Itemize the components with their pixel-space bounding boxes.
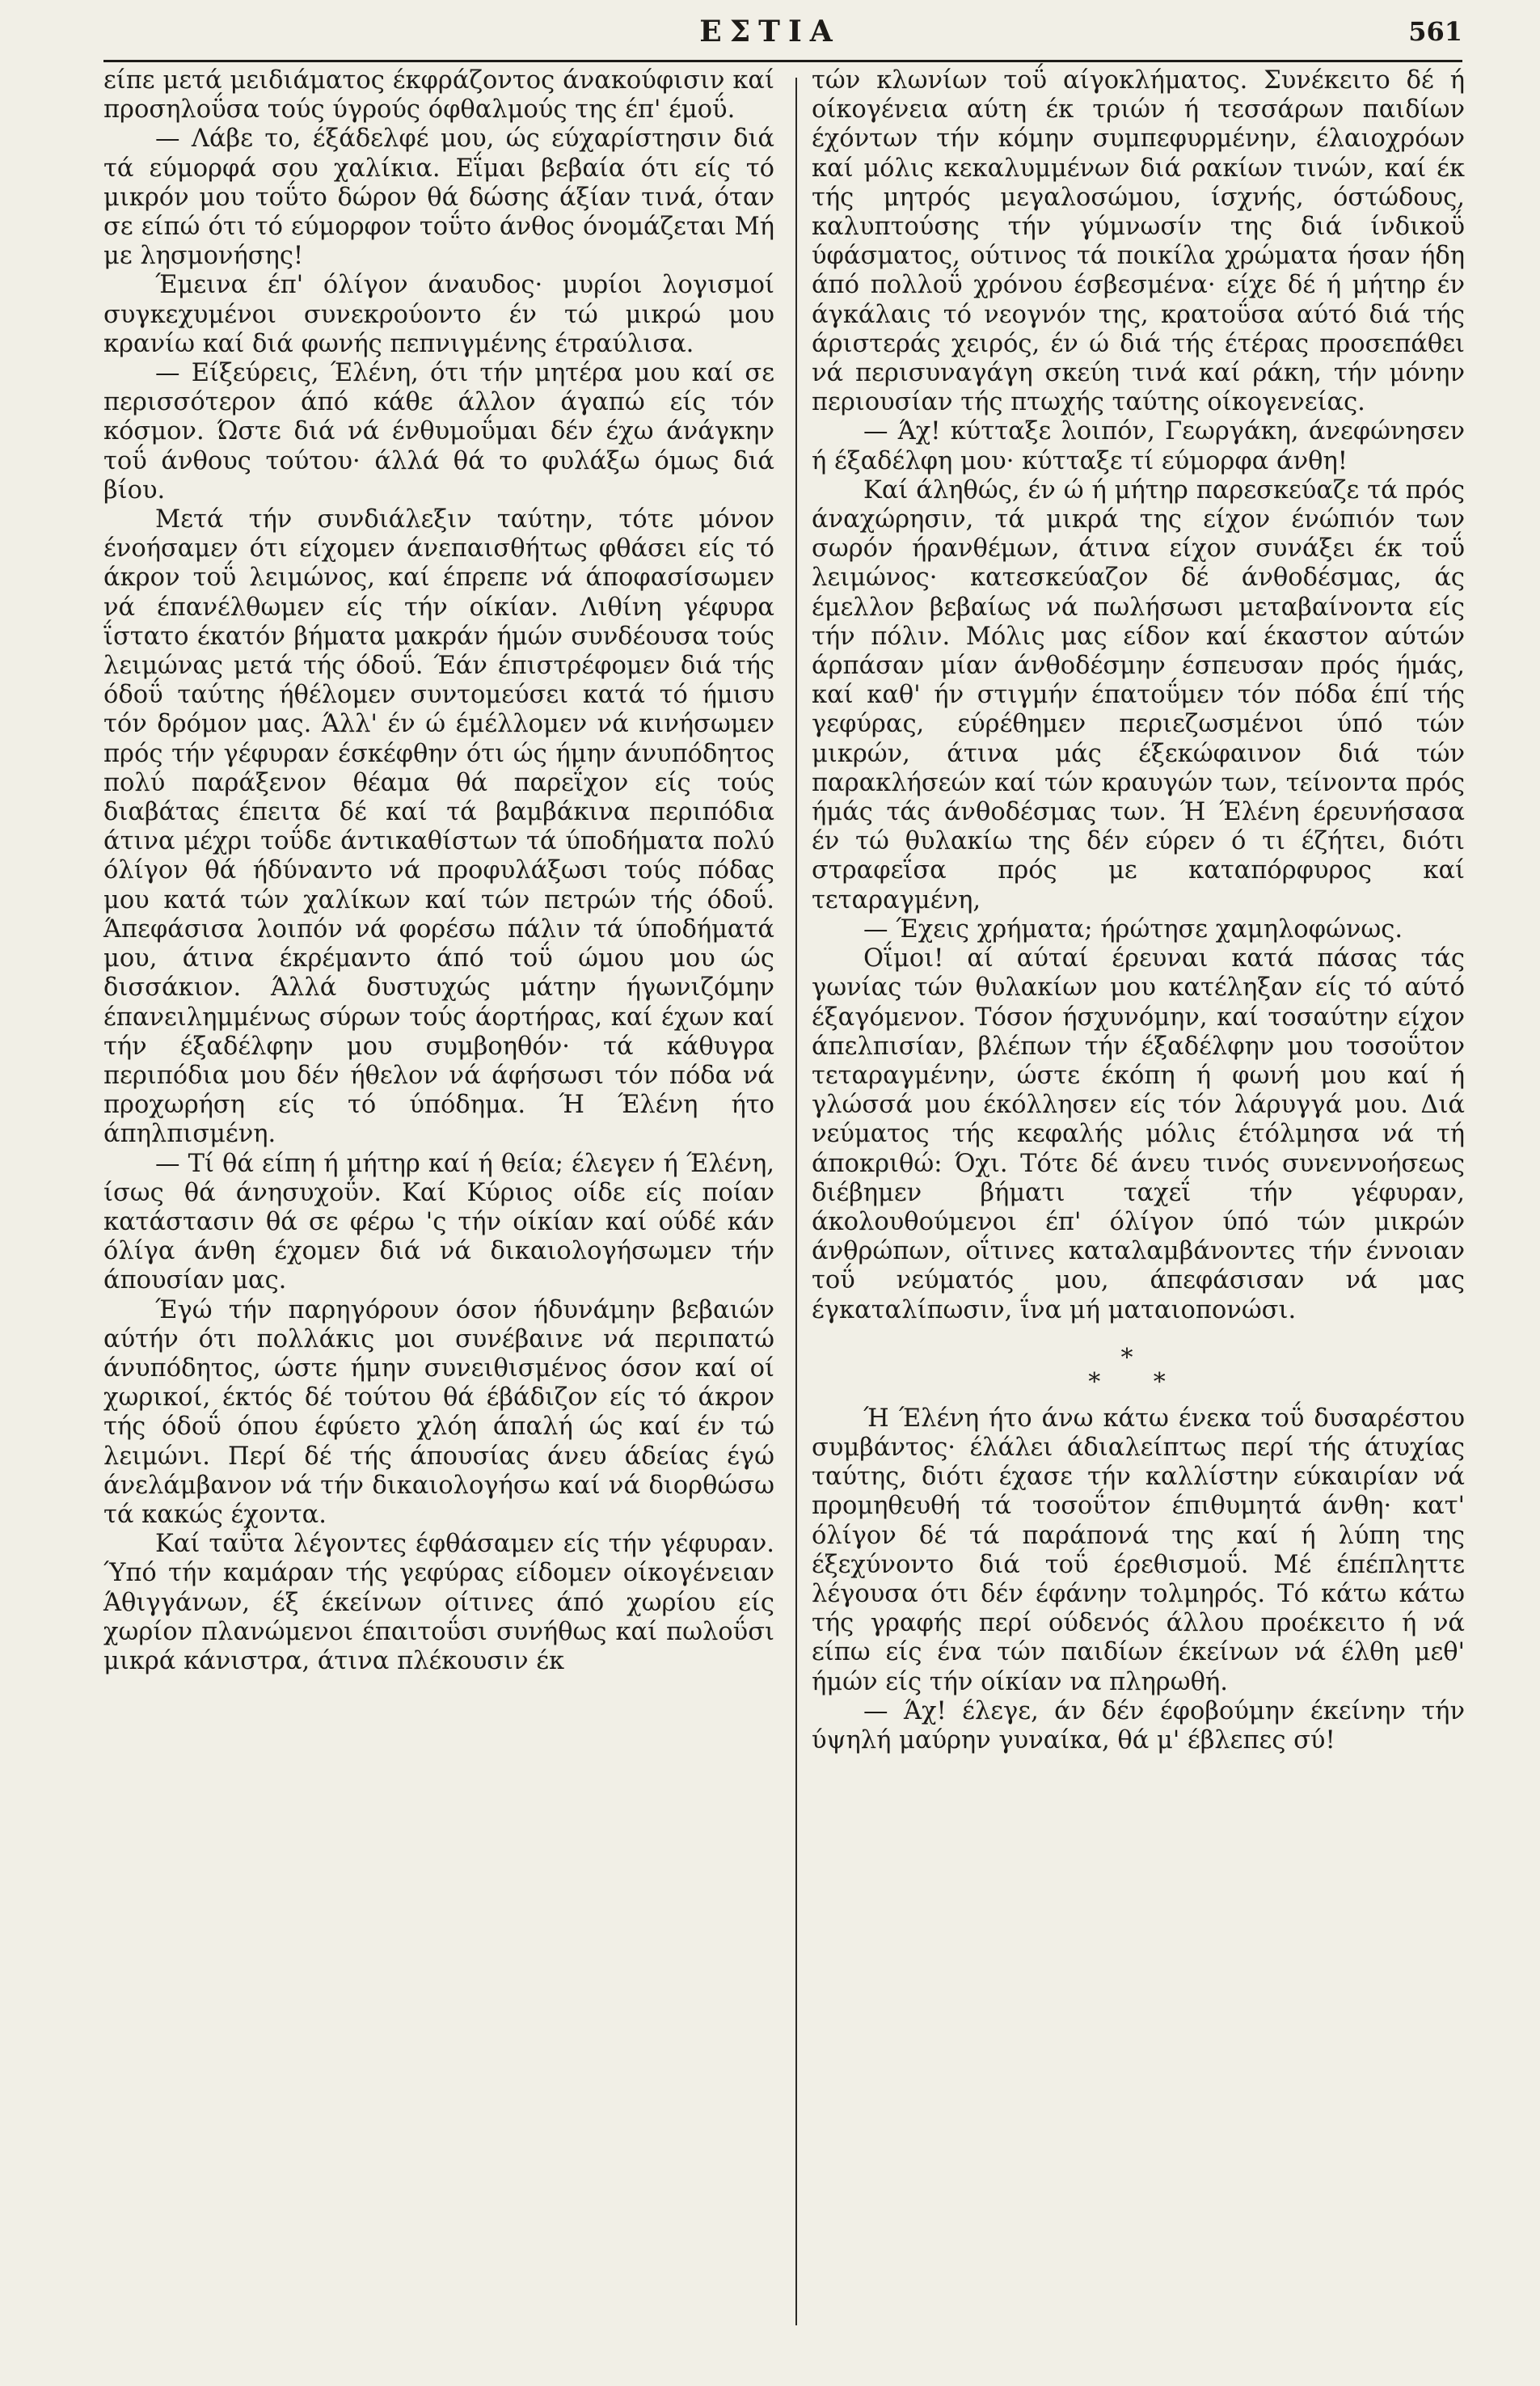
- paragraph: Καί άληθώς, έν ώ ή μήτηρ παρεσκεύαζε τά πρός άναχώρησιν, τά μικρά της είχον ένώπιόν των σωρόν ήρανθέμων, άτινα είχον συνάξει έκ τοΰ λειμώνος· κατεσκεύαζον δέ άνθοδέσμας, άς έμελλον βεβαίως νά πωλήσωσι μεταβαίνοντα είς τήν πόλιν. Μόλις μας είδον καί έκαστον αύτών άρπάσαν μίαν άνθοδέσμην έσπευσαν πρός ήμάς, καί καθ' ήν στιγμήν έπατοΰμεν τόν πόδα έπί τής γεφύρας, εύρέθημεν περιεζωσμένοι ύπό τών μικρών, άτινα μάς έξεκώφαινον διά τών παρακλήσεών καί τών κραυγών των, τείνοντα πρός ήμάς τάς άνθοδέσμας των. Ή Έλένη έρευνήσασα έν τώ θυλακίω της δέν εύρεν ό τι έζήτει, διότι στραφεΐσα πρός με καταπόρφυρος καί τεταραγμένη,: [812, 475, 1465, 914]
- paragraph: Οΐμοι! αί αύταί έρευναι κατά πάσας τάς γωνίας τών θυλακίων μου κατέληξαν είς τό αύτό έξαγόμενον. Τόσον ήσχυνόμην, καί τοσαύτην είχον άπελπισίαν, βλέπων τήν έξαδέλφην μου τοσοΰτον τεταραγμένην, ώστε έκόπη ή φωνή μου καί ή γλώσσά μου έκόλλησεν είς τόν λάρυγγά μου. Διά νεύματος τής κεφαλής μόλις έτόλμησα νά τή άποκριθώ: Όχι. Τότε δέ άνευ τινός συνεννοήσεως διέβημεν βήματι ταχεΐ τήν γέφυραν, άκολουθούμενοι έπ' όλίγον ύπό τών μικρών άνθρώπων, οΐτινες καταλαμβάνοντες τήν έννοιαν τοΰ νεύματός μου, άπεφάσισαν νά μας έγκαταλίπωσιν, ΐνα μή ματαιοπονώσι.: [812, 944, 1465, 1324]
- paragraph: — Λάβε το, έξάδελφέ μου, ώς εύχαρίστησιν διά τά εύμορφά σου χαλίκια. Εΐμαι βεβαία ότι είς τό μικρόν μου τοΰτο δώρον θά δώσης άξίαν τινά, όταν σε είπώ ότι τό εύμορφον τοΰτο άνθος όνομάζεται Μή με λησμονήσης!: [103, 125, 774, 271]
- paragraph: Έγώ τήν παρηγόρουν όσον ήδυνάμην βεβαιών αύτήν ότι πολλάκις μοι συνέβαινε νά περιπατώ άνυπόδητος, ώστε ήμην συνειθισμένος όσον καί οί χωρικοί, έκτός δέ τούτου θά έβάδιζον είς τό άκρον τής όδοΰ όπου έφύετο χλόη άπαλή ώς καί έν τώ λειμώνι. Περί δέ τής άπουσίας άνευ άδείας έγώ άνελάμβανον νά τήν δικαιολογήσω καί νά διορθώσω τά κακώς έχοντα.: [103, 1295, 774, 1529]
- column-divider: [795, 78, 797, 2325]
- paragraph: Έμεινα έπ' όλίγον άναυδος· μυρίοι λογισμοί συγκεχυμένοι συνεκρούοντο έν τώ μικρώ μου κρανίω καί διά φωνής πεπνιγμένης έτραύλισα.: [103, 271, 774, 358]
- paragraph: — Άχ! έλεγε, άν δέν έφοβούμην έκείνην τήν ύψηλή μαύρην γυναίκα, θά μ' έβλεπες σύ!: [812, 1696, 1465, 1755]
- header-rule: [103, 60, 1462, 62]
- paragraph: — Τί θά είπη ή μήτηρ καί ή θεία; έλεγεν ή Έλένη, ίσως θά άνησυχοΰν. Καί Κύριος οίδε είς ποίαν κατάστασιν θά σε φέρω 'ς τήν οίκίαν καί ούδέ κάν όλίγα άνθη έχομεν διά νά δικαιολογήσωμεν τήν άπουσίαν μας.: [103, 1149, 774, 1295]
- right-column: [812, 66, 1465, 1755]
- asterism-bottom: * *: [1088, 1367, 1188, 1396]
- paragraph: είπε μετά μειδιάματος έκφράζοντος άνακούφισιν καί προσηλοΰσα τούς ύγρούς όφθαλμούς της έπ' έμοΰ.: [103, 66, 774, 125]
- paragraph: — Άχ! κύτταξε λοιπόν, Γεωργάκη, άνεφώνησεν ή έξαδέλφη μου· κύτταξε τί εύμορφα άνθη!: [812, 417, 1465, 475]
- section-asterism: [812, 1343, 1465, 1396]
- running-head: [0, 11, 1540, 57]
- paragraph: — Είξεύρεις, Έλένη, ότι τήν μητέρα μου καί σε περισσότερον άπό κάθε άλλον άγαπώ είς τόν κόσμον. Ώστε διά νά ένθυμοΰμαι δέν έχω άνάγκην τοΰ άνθους τούτου· άλλά θά το φυλάξω όμως διά βίου.: [103, 359, 774, 505]
- paragraph: Καί ταΰτα λέγοντες έφθάσαμεν είς τήν γέφυραν. Ύπό τήν καμάραν τής γεφύρας είδομεν οίκογένειαν Άθιγγάνων, έξ έκείνων οίτινες άπό χωρίου είς χωρίον πλανώμενοι έπαιτοΰσι συνήθως καί πωλοΰσι μικρά κάνιστρα, άτινα πλέκουσιν έκ: [103, 1530, 774, 1675]
- paragraph: τών κλωνίων τοΰ αίγοκλήματος. Συνέκειτο δέ ή οίκογένεια αύτη έκ τριών ή τεσσάρων παιδίων έχόντων τήν κόμην συμπεφυρμένην, έλαιοχρόων καί μόλις κεκαλυμμένων διά ρακίων τινών, καί έκ τής μητρός μεγαλοσώμου, ίσχνής, όστώδους, καλυπτούσης τήν γύμνωσίν της διά ίνδικοΰ ύφάσματος, ούτινος τά ποικίλα χρώματα ήσαν ήδη άπό πολλοΰ χρόνου έσβεσμένα· είχε δέ ή μήτηρ έν άγκάλαις τό νεογνόν της, κρατοΰσα αύτό διά τής άριστεράς χειρός, έν ώ διά τής έτέρας προσεπάθει νά περισυναγάγη σκεύη τινά καί ράκη, τήν μόνην περιουσίαν τής πτωχής ταύτης οίκογενείας.: [812, 66, 1465, 417]
- journal-title: ΕΣΤΙΑ: [699, 15, 841, 49]
- left-column: [103, 66, 774, 1676]
- page-number: 561: [1408, 16, 1462, 47]
- asterism-top: *: [1120, 1343, 1156, 1372]
- paragraph: Μετά τήν συνδιάλεξιν ταύτην, τότε μόνον ένοήσαμεν ότι είχομεν άνεπαισθήτως φθάσει είς τό άκρον τοΰ λειμώνος, καί έπρεπε νά άποφασίσωμεν νά έπανέλθωμεν είς τήν οίκίαν. Λιθίνη γέφυρα ΐστατο έκατόν βήματα μακράν ήμών συνδέουσα τούς λειμώνας μετά τής όδοΰ. Έάν έπιστρέφομεν διά τής όδοΰ ταύτης ήθέλομεν συντομεύσει κατά τό ήμισυ τόν δρόμον μας. Άλλ' έν ώ έμέλλομεν νά κινήσωμεν πρός τήν γέφυραν έσκέφθην ότι ώς ήμην άνυπόδητος πολύ παράξενον θέαμα θά παρεΐχον είς τούς διαβάτας έπειτα δέ καί τά βαμβάκινα περιπόδια άτινα μέχρι τοΰδε άντικαθίστων τά ύποδήματα πολύ όλίγον θά ήδύναντο νά προφυλάξωσι τούς πόδας μου κατά τών χαλίκων καί τών πετρών τής όδοΰ. Άπεφάσισα λοιπόν νά φορέσω πάλιν τά ύποδήματά μου, άτινα έκρέμαντο άπό τοΰ ώμου μου ώς δισσάκιον. Άλλά δυστυχώς μάτην ήγωνιζόμην έπανειλημμένως σύρων τούς άορτήρας, καί έχων καί τήν έξαδέλφην μου συμβοηθόν· τά κάθυγρα περιπόδια μου δέν ήθελον νά άφήσωσι τόν πόδα νά προχωρήση είς τό ύπόδημα. Ή Έλένη ήτο άπηλπισμένη.: [103, 505, 774, 1149]
- paragraph: Ή Έλένη ήτο άνω κάτω ένεκα τοΰ δυσαρέστου συμβάντος· έλάλει άδιαλείπτως περί τής άτυχίας ταύτης, διότι έχασε τήν καλλίστην εύκαιρίαν νά προμηθευθή τά τοσοΰτον έπιθυμητά άνθη· κατ' όλίγον δέ τά παράπονά της καί ή λύπη της έξεχύνοντο διά τοΰ έρεθισμοΰ. Μέ έπέπληττε λέγουσα ότι δέν έφάνην τολμηρός. Τό κάτω κάτω τής γραφής περί ούδενός άλλου προέκειτο ή νά είπω είς ένα τών παιδίων έκείνων νά έλθη μεθ' ήμών είς τήν οίκίαν να πληρωθή.: [812, 1404, 1465, 1696]
- paragraph: — Έχεις χρήματα; ήρώτησε χαμηλοφώνως.: [863, 914, 1403, 944]
